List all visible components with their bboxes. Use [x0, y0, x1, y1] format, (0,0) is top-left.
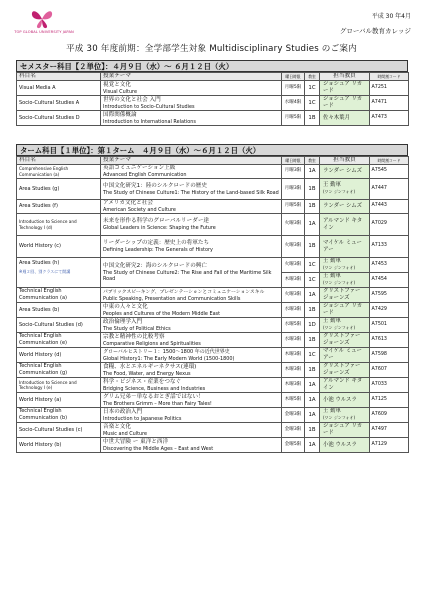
course-subject: Technical English Communication (b)	[17, 408, 101, 423]
theme-jp: 国際関係概論	[103, 111, 137, 118]
theme-jp: 中国文化研究2：海のシルクロードの興亡	[103, 263, 207, 269]
theme-en: Advanced English Communication	[103, 172, 187, 178]
theme-jp: リーダーシップの定義：歴史上の将軍たち	[103, 240, 210, 246]
table-row	[17, 236, 409, 258]
table-row	[17, 96, 409, 111]
course-instructor: クリストファー ジョーンズ	[320, 363, 370, 378]
table-row	[17, 318, 409, 333]
course-instructor: ジョシュア リカード	[320, 96, 370, 111]
course-theme	[101, 333, 282, 348]
course-theme	[101, 363, 282, 378]
course-room: 1C	[305, 81, 320, 96]
col-code: 時間割コード	[370, 157, 409, 165]
table-row	[17, 179, 409, 200]
course-theme	[101, 348, 282, 363]
theme-en: Introduction to International Relations	[103, 118, 196, 125]
course-room: 1B	[305, 303, 320, 318]
table-row	[17, 81, 409, 96]
course-subject	[17, 258, 101, 288]
course-subject: Introduction to Science and Technology I (d)	[17, 214, 101, 236]
table-row	[17, 378, 409, 393]
course-theme	[101, 288, 282, 303]
course-code: A7609	[370, 408, 409, 423]
course-instructor	[320, 273, 370, 288]
course-theme	[101, 96, 282, 111]
table-header-row	[17, 73, 409, 81]
course-theme	[101, 179, 282, 200]
course-room: 1B	[305, 179, 320, 200]
instructor-kana: (ワン ジンフォオ)	[323, 415, 356, 420]
theme-en: Peoples and Cultures of the Modern Middle East	[103, 310, 221, 317]
course-room: 1B	[305, 333, 320, 348]
theme-jp: 食糧、水とエネルギーネクサス(連環)	[103, 363, 197, 370]
table-row	[17, 438, 409, 453]
course-time: 木曜3限	[282, 348, 305, 363]
course-time: 水曜3限	[282, 303, 305, 318]
course-code: A7029	[370, 214, 409, 236]
course-room: 1B	[305, 363, 320, 378]
course-instructor: マイケル ミューアー	[320, 348, 370, 363]
course-code: A7598	[370, 348, 409, 363]
theme-en: American Society and Culture	[103, 207, 176, 213]
table-row	[17, 423, 409, 438]
theme-en: Bridging Science, Business and Industries	[103, 385, 206, 392]
course-instructor: アルマンド キタイン	[320, 214, 370, 236]
course-code: A7497	[370, 423, 409, 438]
subject-name: Area Studies (h)	[19, 260, 60, 266]
term-section-heading: ターム科目【１単位】：第１ターム ４月９日（水）～６月１２日（火）	[16, 144, 408, 156]
course-instructor: ジョシュア リカード	[320, 303, 370, 318]
table-row	[17, 165, 409, 179]
course-subject: Technical English Communication (g)	[17, 363, 101, 378]
course-theme	[101, 438, 282, 453]
course-theme	[101, 81, 282, 96]
table-row	[17, 348, 409, 363]
course-time: 金曜3限	[282, 408, 305, 423]
theme-en: Visual Culture	[103, 88, 137, 95]
course-instructor: アルマンド キタイン	[320, 378, 370, 393]
course-room: 1B	[305, 111, 320, 126]
course-time: 火曜3限	[282, 288, 305, 303]
course-code: A7613	[370, 333, 409, 348]
course-code: A7129	[370, 438, 409, 453]
theme-jp: 中世大冒険 ー 東洋と西洋	[103, 438, 169, 445]
col-subject: 科目名	[17, 73, 101, 81]
term-course-table	[16, 156, 409, 453]
course-theme	[101, 258, 282, 288]
course-room: 1C	[305, 348, 320, 363]
theme-jp: 科学・ビジネス・産業をつなぐ	[103, 378, 182, 385]
col-room: 教室	[305, 157, 320, 165]
theme-en: Introduction to Socio-Cultural Studies	[103, 103, 195, 110]
course-theme	[101, 318, 282, 333]
course-time: 月曜5限	[282, 81, 305, 96]
course-code: A7501	[370, 318, 409, 333]
theme-jp: 音楽と文化	[103, 423, 131, 430]
instructor-kana: (ワン ジンフォオ)	[323, 189, 356, 194]
theme-en: Global Leaders in Science: Shaping the Future	[103, 225, 216, 231]
butterfly-logo-icon	[30, 8, 54, 30]
course-time: 水曜3限	[282, 333, 305, 348]
table-row	[17, 408, 409, 423]
course-time: 火曜3限	[282, 214, 305, 236]
course-room: 1A	[305, 438, 320, 453]
instructor-kana: (ワン ジンフォオ)	[323, 280, 356, 285]
course-theme	[101, 393, 282, 408]
course-theme	[101, 423, 282, 438]
table-row	[17, 333, 409, 348]
table-row	[17, 303, 409, 318]
table-header-row	[17, 157, 409, 165]
course-time: 木曜3限	[282, 378, 305, 393]
theme-jp: 中国文化研究1：陸のシルクロードの歴史	[103, 182, 207, 189]
course-code: A7454	[370, 273, 409, 288]
instructor-name: 王 勤軍	[323, 408, 341, 415]
course-theme	[101, 214, 282, 236]
course-instructor	[320, 179, 370, 200]
course-instructor: ランダー シムズ	[320, 165, 370, 179]
theme-jp: 視覚と文化	[103, 81, 131, 88]
theme-en: Public Speaking, Presentation and Communication Skills	[103, 295, 241, 302]
course-instructor	[320, 318, 370, 333]
course-room: 1B	[305, 200, 320, 214]
course-instructor: ジョシュア リカード	[320, 423, 370, 438]
table-row	[17, 258, 409, 273]
course-instructor: クリストファー ジョーンズ	[320, 288, 370, 303]
course-code: A7251	[370, 81, 409, 96]
course-subject: World History (b)	[17, 438, 101, 453]
col-subject: 科目名	[17, 157, 101, 165]
col-theme: 授業テーマ	[101, 73, 282, 81]
course-room: 1C	[305, 258, 320, 273]
course-subject: Area Studies (b)	[17, 303, 101, 318]
theme-jp: グリム兄弟－単なるおとぎ話ではない！	[103, 393, 204, 400]
course-time: 月曜3限	[282, 165, 305, 179]
course-instructor	[320, 258, 370, 273]
course-subject: Area Studies (g)	[17, 179, 101, 200]
theme-en: The Food, Water, and Energy Nexus	[103, 370, 191, 377]
semester-course-table	[16, 72, 409, 126]
course-time: 木曜5限	[282, 393, 305, 408]
theme-en: Discovering the Middle Ages – East and West	[103, 445, 214, 452]
course-instructor: 佐々木葉月	[320, 111, 370, 126]
course-subject: World History (c)	[17, 236, 101, 258]
instructor-name: 王 勤軍	[323, 273, 341, 280]
theme-jp: 宗教と精神性の比較考察	[103, 333, 165, 340]
course-subject: Technical English Communication (e)	[17, 333, 101, 348]
theme-en: The Study of Chinese Culture2: The Rise and Fall of the Maritime Silk Road	[103, 270, 272, 282]
course-theme	[101, 200, 282, 214]
instructor-name: 王 勤軍	[323, 258, 341, 265]
course-instructor: ジョシュア リカード	[320, 81, 370, 96]
course-room: 1B	[305, 236, 320, 258]
table-row	[17, 111, 409, 126]
course-time: 月曜3限	[282, 179, 305, 200]
theme-en: Global History1: The Early Modern World (1500-1800)	[103, 355, 235, 362]
course-subject: Comprehensive English Communication (a)	[17, 165, 101, 179]
course-time: 金曜3限	[282, 423, 305, 438]
course-room: 1A	[305, 408, 320, 423]
course-room: 1A	[305, 214, 320, 236]
course-instructor: 小池 ウルスラ	[320, 438, 370, 453]
course-room: 1A	[305, 288, 320, 303]
course-code: A7473	[370, 111, 409, 126]
course-code: A7443	[370, 200, 409, 214]
instructor-kana: (ワン ジンフォオ)	[323, 265, 356, 270]
course-time: 木曜3限	[282, 273, 305, 288]
theme-jp: 未来を形作る科学のグローバルリーダー達	[103, 218, 210, 224]
course-subject: Area Studies (f)	[17, 200, 101, 214]
table-row	[17, 393, 409, 408]
course-theme	[101, 408, 282, 423]
course-subject: Technical English Communication (a)	[17, 288, 101, 303]
theme-jp: 日本の政治入門	[103, 408, 143, 415]
logo-text: TOP GLOBAL UNIVERSITY JAPAN	[14, 30, 74, 34]
course-theme	[101, 165, 282, 179]
theme-en: Introduction to Japanese Politics	[103, 415, 182, 422]
col-room: 教室	[305, 73, 320, 81]
document-date: 平成 30 年4月	[371, 13, 411, 20]
course-code: A7453	[370, 258, 409, 273]
instructor-kana: (ワン ジンフォオ)	[323, 325, 356, 330]
theme-jp: グローバルヒストリー１：1500～1800 年の近代世界史	[103, 348, 230, 355]
course-theme	[101, 378, 282, 393]
theme-jp: 英語コミュニケーション上級	[103, 165, 176, 171]
table-row	[17, 200, 409, 214]
course-room: 1A	[305, 378, 320, 393]
issuing-office: グローバル教育カレッジ	[339, 27, 411, 35]
course-code: A7471	[370, 96, 409, 111]
course-theme	[101, 111, 282, 126]
course-code: A7133	[370, 236, 409, 258]
course-time: 水曜4限	[282, 96, 305, 111]
course-instructor: クリストファー ジョーンズ	[320, 333, 370, 348]
theme-jp: アメリカ文化と社会	[103, 200, 153, 206]
course-subject: Socio-Cultural Studies A	[17, 96, 101, 111]
course-code: A7545	[370, 165, 409, 179]
course-time: 木曜3限	[282, 363, 305, 378]
course-room: 1A	[305, 393, 320, 408]
course-subject: Socio-Cultural Studies (c)	[17, 423, 101, 438]
course-code: A7429	[370, 303, 409, 318]
course-subject: Visual Media A	[17, 81, 101, 96]
theme-jp: 世界の文化と社会 入門	[103, 96, 161, 103]
schedule-note: ※週２回、別クラスにて開講	[19, 268, 71, 274]
course-instructor	[320, 408, 370, 423]
course-subject: World History (d)	[17, 348, 101, 363]
course-subject: Introduction to Science and Technology I (e)	[17, 378, 101, 393]
theme-en: Music and Culture	[103, 430, 148, 437]
course-subject: World History (a)	[17, 393, 101, 408]
theme-jp: 政治倫理学入門	[103, 318, 143, 325]
col-time: 曜日時限	[282, 157, 305, 165]
page-title: 平成 30 年度前期：全学部学生対象 Multidisciplinary Studies のご案内	[66, 44, 357, 54]
instructor-name: 王 勤軍	[323, 318, 341, 325]
course-subject: Socio-Cultural Studies D	[17, 111, 101, 126]
theme-en: Defining Leadership: The Generals of History	[103, 247, 213, 253]
course-room: 1C	[305, 96, 320, 111]
course-instructor: マイケル ミューアー	[320, 236, 370, 258]
course-code: A7033	[370, 378, 409, 393]
table-row	[17, 288, 409, 303]
instructor-name: 王 勤軍	[323, 182, 341, 189]
theme-jp: 中東の人々と文化	[103, 303, 148, 310]
course-subject: Socio-Cultural Studies (d)	[17, 318, 101, 333]
course-time: 月曜5限	[282, 200, 305, 214]
course-theme	[101, 236, 282, 258]
course-room: 1B	[305, 423, 320, 438]
course-room: 1C	[305, 273, 320, 288]
semester-section-heading: セメスター科目【２単位】：４月９日（水）～ ６月１２日（火）	[16, 60, 408, 72]
theme-en: The Brothers Grimm – More than Fairy Tales!	[103, 400, 212, 407]
course-room: 1A	[305, 165, 320, 179]
course-code: A7595	[370, 288, 409, 303]
course-code: A7447	[370, 179, 409, 200]
course-instructor: ランダー シムズ	[320, 200, 370, 214]
course-room: 1D	[305, 318, 320, 333]
theme-en: Comparative Religions and Spiritualities	[103, 340, 201, 347]
table-row	[17, 363, 409, 378]
col-instructor: 担当教員	[320, 157, 370, 165]
theme-en: The Study of Political Ethics	[103, 325, 171, 332]
course-time: 月曜5限	[282, 111, 305, 126]
course-code: A7607	[370, 363, 409, 378]
course-code: A7125	[370, 393, 409, 408]
page-header	[0, 0, 423, 58]
col-instructor: 担当教員	[320, 73, 370, 81]
course-theme	[101, 303, 282, 318]
col-theme: 授業テーマ	[101, 157, 282, 165]
course-time: 金曜5限	[282, 438, 305, 453]
course-instructor: 小池 ウルスラ	[320, 393, 370, 408]
course-time: 水曜5限	[282, 318, 305, 333]
course-time: 火曜3限	[282, 258, 305, 273]
theme-en: The Study of Chinese Culture1: The History of the Land-based Silk Road	[103, 189, 279, 196]
col-code: 時間割コード	[370, 73, 409, 81]
course-time: 火曜3限	[282, 236, 305, 258]
col-time: 曜日時限	[282, 73, 305, 81]
theme-jp: パブリックスピーキング、プレゼンテーションとコミュニケーションスキル	[103, 289, 265, 295]
table-row	[17, 214, 409, 236]
